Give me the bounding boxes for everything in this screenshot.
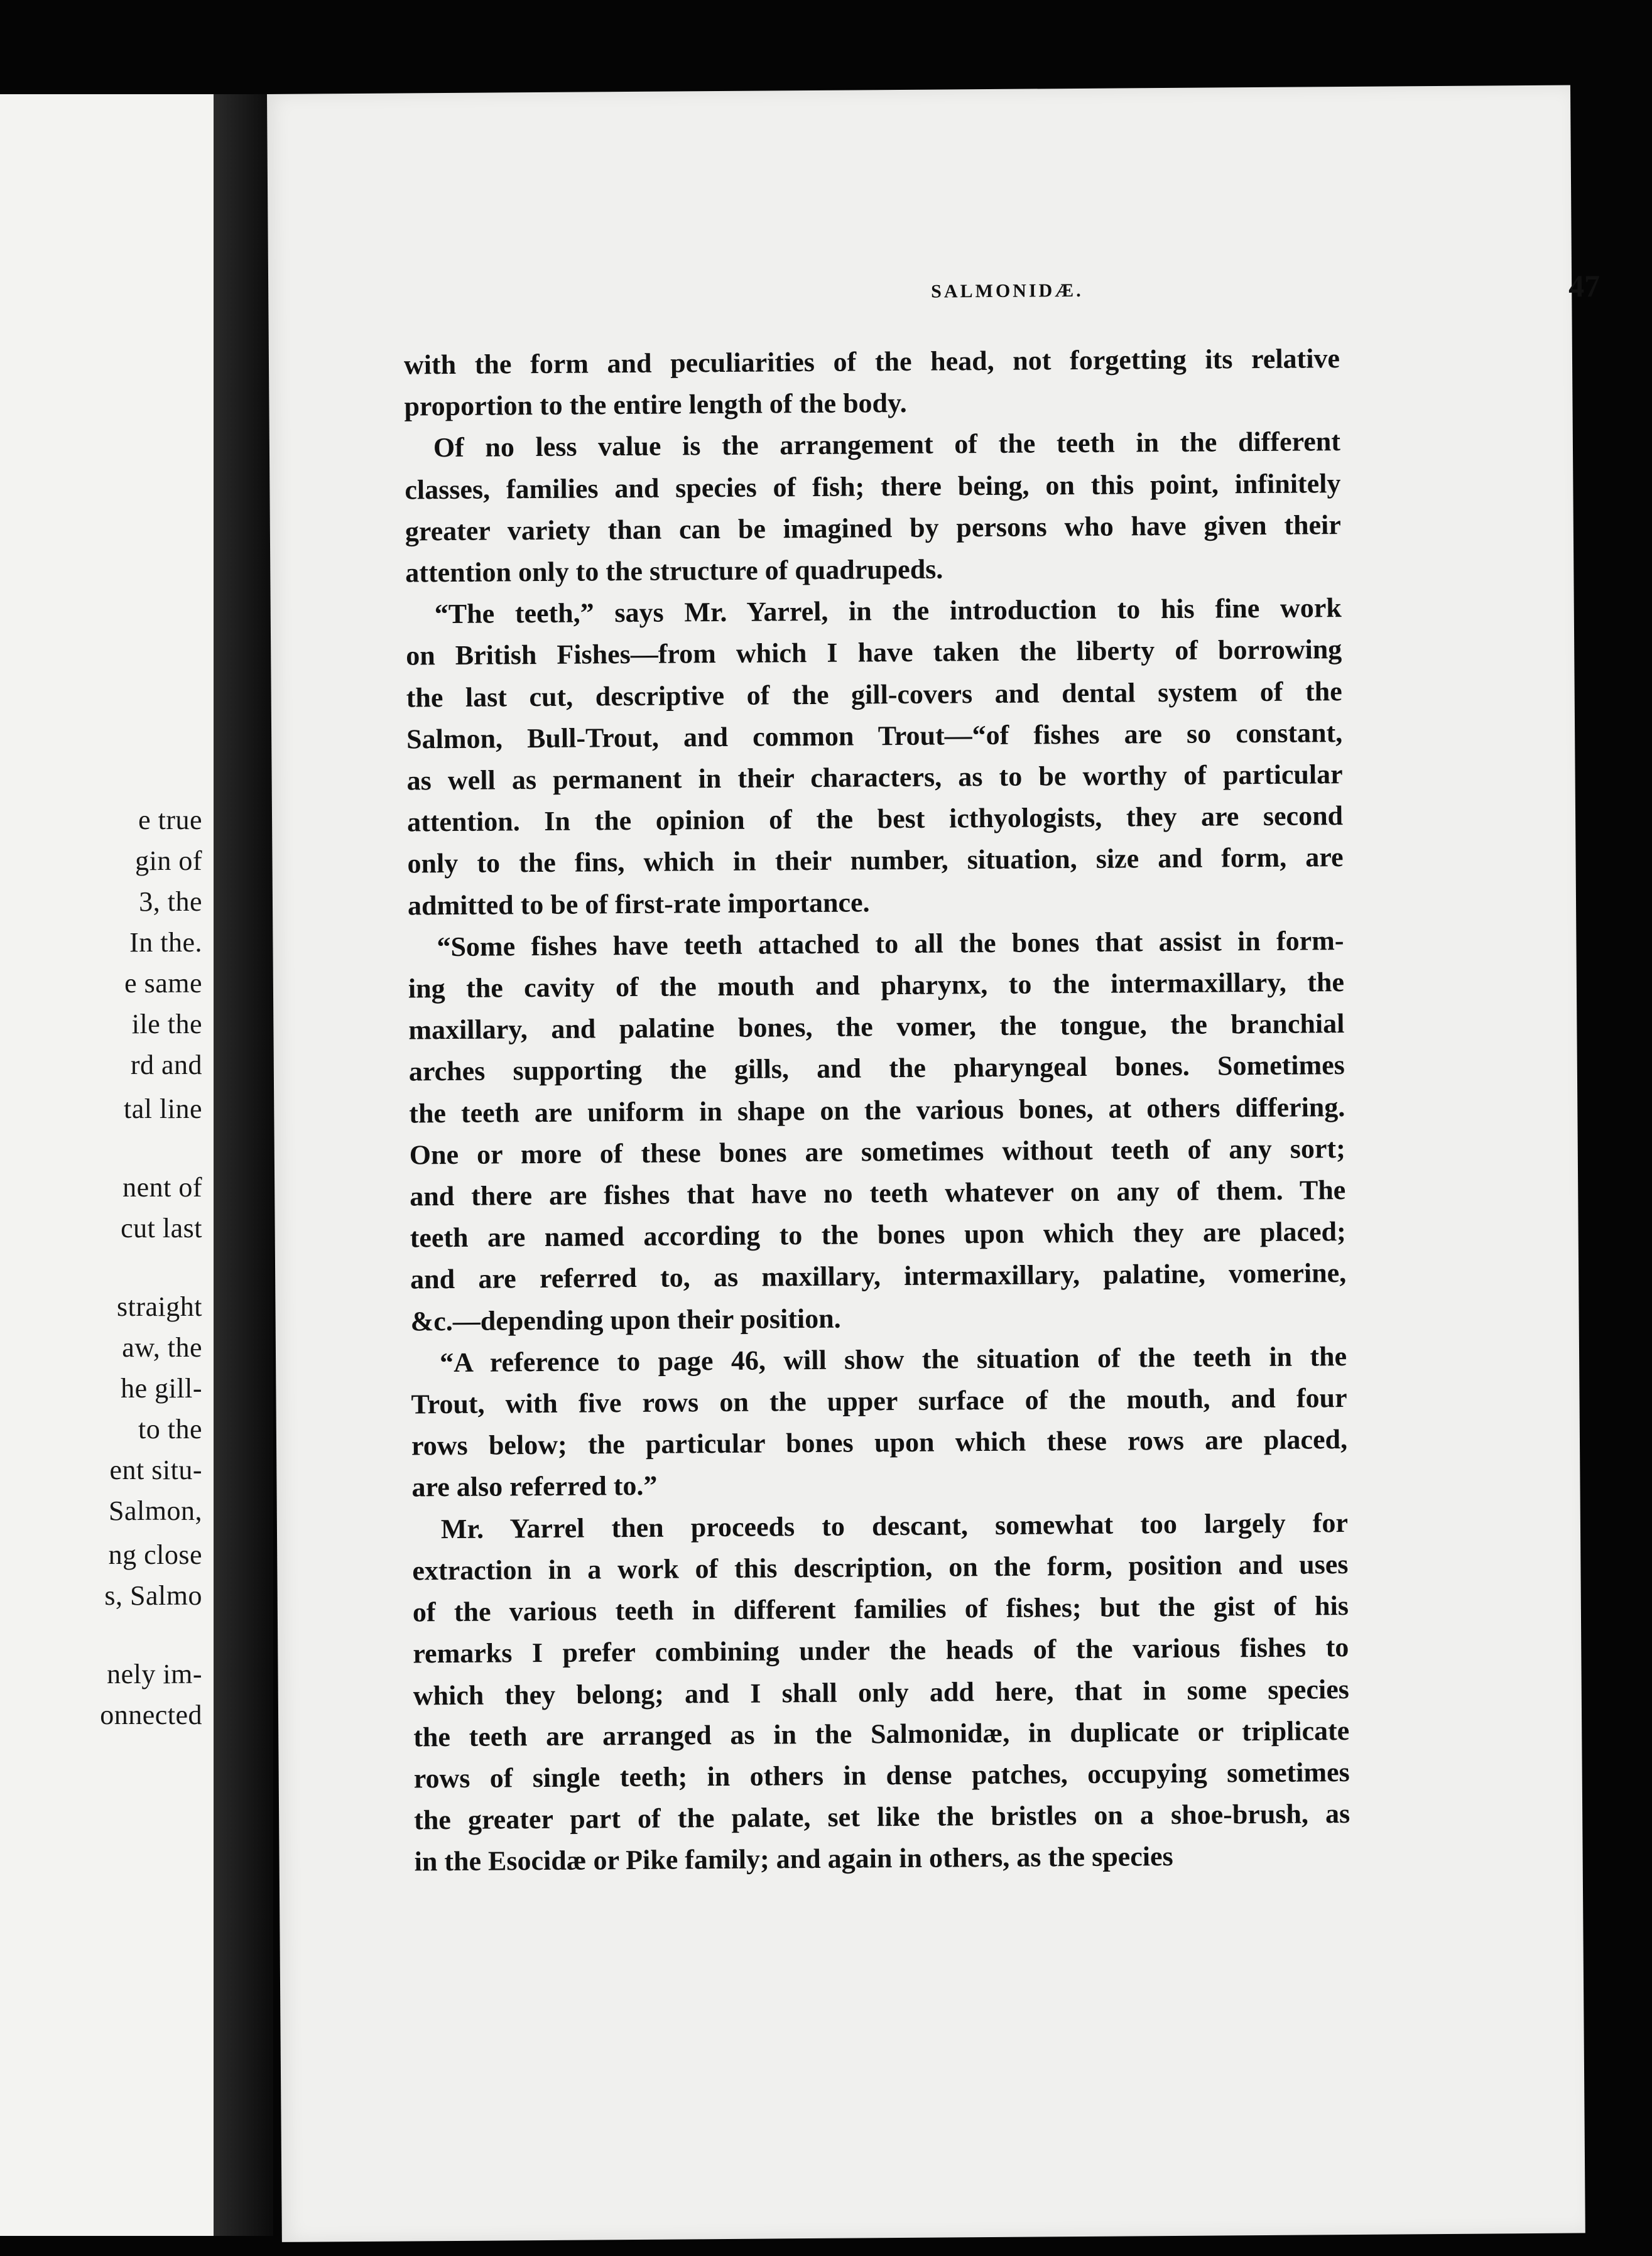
text-line: and there are fishes that have no teeth whatever on any of them. The — [410, 1174, 1346, 1212]
left-page-line: ng close — [108, 1539, 202, 1570]
text-line: teeth are named according to the bones upon which they are placed; — [410, 1216, 1346, 1254]
text-line: the teeth are arranged as in the Salmonidæ, in duplicate or triplicate — [413, 1715, 1350, 1753]
left-page-line: e same — [124, 968, 202, 999]
text-line: maxillary, and palatine bones, the vomer, the tongue, the branchial — [408, 1008, 1345, 1046]
left-page-line: aw, the — [122, 1332, 202, 1363]
text-line: classes, families and species of fish; there being, on this point, infinitely — [405, 467, 1341, 506]
text-line: attention. In the opinion of the best icthyologists, they are second — [406, 800, 1344, 838]
left-page-line: to the — [138, 1414, 202, 1445]
left-page-line: ent situ- — [109, 1455, 202, 1485]
paragraph — [404, 338, 1340, 428]
running-head: SALMONIDÆ. — [931, 279, 1084, 302]
text-line: the last cut, descriptive of the gill-covers and dental system of the — [406, 675, 1342, 713]
text-line: the greater part of the palate, set like the bristles on a shoe-brush, as — [414, 1798, 1350, 1836]
text-line: “The teeth,” says Mr. Yarrel, in the introduction to his fine work — [434, 592, 1342, 630]
left-page-line: nent of — [122, 1172, 202, 1203]
text-line: admitted to be of first-rate importance. — [407, 886, 870, 921]
paragraph — [405, 421, 1342, 594]
page-gutter-shadow — [214, 94, 273, 2236]
text-line: of the various teeth in different families of fishes; but the gist of his — [412, 1590, 1349, 1628]
text-line: arches supporting the gills, and the pharyngeal bones. Sometimes — [408, 1049, 1345, 1087]
text-line: rows of single teeth; in others in dense patches, occupying sometimes — [413, 1756, 1350, 1794]
body-text — [404, 338, 1350, 1883]
paragraph — [406, 587, 1344, 926]
left-page-line: 3, the — [139, 886, 202, 917]
paragraph — [408, 920, 1347, 1342]
left-page-line: s, Salmo — [104, 1580, 202, 1611]
book-page — [267, 85, 1600, 2242]
text-line: greater variety than can be imagined by persons who have given their — [405, 509, 1341, 547]
page-number: 47 — [1568, 268, 1600, 304]
left-page-line: tal line — [124, 1093, 202, 1124]
text-line: and are referred to, as maxillary, intermaxillary, palatine, vomerine, — [410, 1257, 1347, 1295]
text-line: the teeth are uniform in shape on the various bones, at others differing. — [409, 1091, 1345, 1129]
text-line: Mr. Yarrel then proceeds to descant, somewhat too largely for — [440, 1507, 1349, 1544]
text-line: attention only to the structure of quadrupeds. — [405, 553, 943, 588]
text-line: as well as permanent in their characters, as to be worthy of particular — [406, 759, 1343, 796]
text-line: in the Esocidæ or Pike family; and again in others, as the species — [414, 1841, 1173, 1877]
left-page-line: rd and — [130, 1049, 202, 1080]
text-line: with the form and peculiarities of the head, not forgetting its relative — [403, 343, 1340, 381]
left-page-line: ile the — [131, 1009, 202, 1039]
text-line: One or more of these bones are sometimes without teeth of any sort; — [409, 1132, 1345, 1171]
text-line: are also referred to.” — [411, 1470, 658, 1503]
text-line: Of no less value is the arrangement of the teeth in the different — [433, 426, 1341, 464]
text-line: only to the fins, which in their number, situation, size and form, are — [407, 842, 1344, 879]
text-line: on British Fishes—from which I have taken the liberty of borrowing — [406, 634, 1342, 671]
text-line: “Some fishes have teeth attached to all the bones that assist in form- — [437, 925, 1344, 962]
paragraph — [412, 1502, 1350, 1883]
left-page-line: nely im- — [107, 1659, 202, 1689]
text-line: ing the cavity of the mouth and pharynx, to the intermaxillary, the — [408, 967, 1345, 1004]
left-page-line: gin of — [135, 845, 202, 876]
text-line: extraction in a work of this description, on the form, position and uses — [412, 1548, 1349, 1586]
text-line: proportion to the entire length of the body. — [404, 388, 907, 422]
text-line: &c.—depending upon their position. — [410, 1303, 841, 1337]
text-line: rows below; the particular bones upon which these rows are placed, — [411, 1424, 1348, 1462]
left-facing-page — [0, 94, 214, 2236]
text-line: which they belong; and I shall only add here, that in some species — [413, 1673, 1349, 1711]
left-page-line: onnected — [100, 1700, 202, 1730]
left-page-line: cut last — [121, 1213, 202, 1244]
left-page-line: In the. — [129, 927, 202, 958]
text-line: “A reference to page 46, will show the situation of the teeth in the — [439, 1340, 1347, 1379]
paragraph — [411, 1336, 1348, 1509]
text-line: Salmon, Bull-Trout, and common Trout—“of fishes are so constant, — [406, 717, 1343, 755]
left-page-line: e true — [138, 805, 202, 835]
left-page-line: straight — [117, 1291, 202, 1322]
text-line: remarks I prefer combining under the heads of the various fishes to — [413, 1632, 1349, 1669]
left-page-line: he gill- — [121, 1373, 202, 1404]
text-line: Trout, with five rows on the upper surface of the mouth, and four — [411, 1382, 1347, 1420]
page-header — [406, 268, 1607, 335]
left-page-line: Salmon, — [109, 1495, 202, 1526]
